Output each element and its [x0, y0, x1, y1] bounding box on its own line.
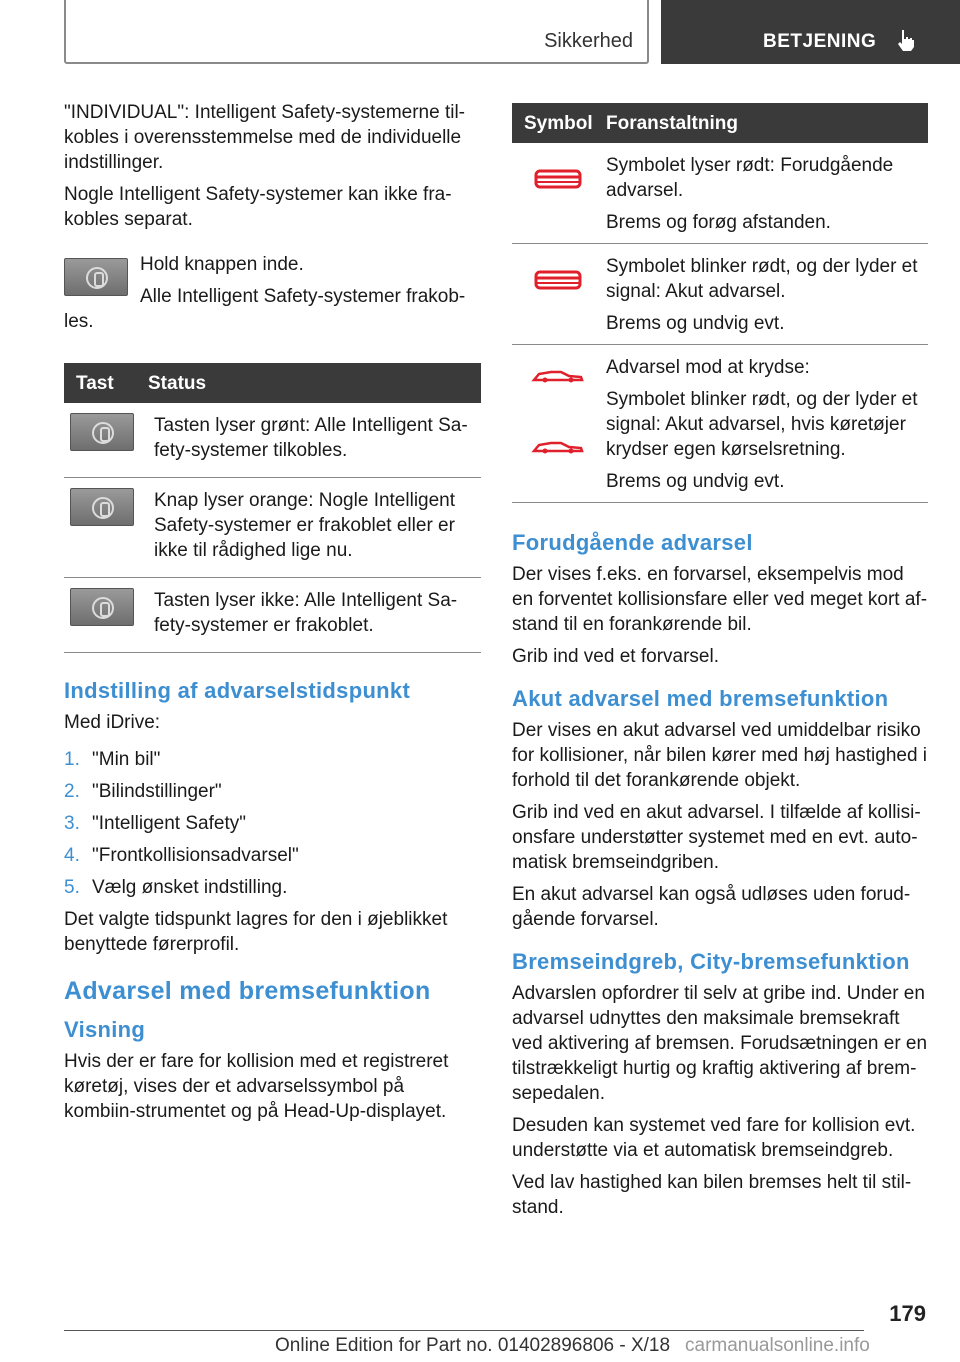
- hold-result: Alle Intelligent Safety-systemer frakob-les.: [64, 286, 466, 332]
- table-row: [64, 478, 481, 578]
- acute-warning-text: En akut advarsel kan også udløses uden forud-gående forvarsel.: [512, 884, 911, 930]
- status-text: Knap lyser orange: Nogle Intelligent Safety-systemer er frakoblet eller er ikke til rådighed lige nu.: [142, 478, 481, 578]
- right-column: [512, 103, 928, 1227]
- city-brake-text: Desuden kan systemet ved fare for kollision evt. understøtte via et automatisk bremseindgreb.: [512, 1115, 916, 1161]
- table-header-tast: Tast: [64, 363, 142, 403]
- pre-warning-text: Grib ind ved et forvarsel.: [512, 646, 719, 667]
- table-row: [64, 403, 481, 478]
- symbol-action-table: [512, 103, 928, 503]
- city-brake-text: Ved lav hastighed kan bilen bremses helt til stil-stand.: [512, 1172, 912, 1218]
- heading-main: Advarsel med bremsefunktion: [64, 977, 431, 1005]
- acute-warning-text: Der vises en akut advarsel ved umiddelbar risiko for kollisioner, når bilen kører med høj hastighed i forhold til det forankørende objekt.: [512, 720, 928, 791]
- intro-paragraph: "INDIVIDUAL": Intelligent Safety-systemerne til-kobles i overensstemmelse med de individuelle indstillinger.: [64, 102, 466, 173]
- action-text: Advarsel mod at krydse:: [606, 357, 810, 378]
- table-header-action: Foranstaltning: [606, 103, 928, 143]
- heading-acute-warning: Akut advarsel med bremsefunktion: [512, 686, 889, 711]
- list-item: 1. "Min bil": [64, 749, 161, 770]
- heading-pre-warning: Forudgående advarsel: [512, 530, 753, 555]
- edition-note: Online Edition for Part no. 01402896806 - X/18: [275, 1335, 671, 1356]
- idrive-intro: Med iDrive:: [64, 712, 161, 733]
- status-text: Tasten lyser ikke: Alle Intelligent Sa-fety-systemer er frakoblet.: [142, 578, 481, 653]
- section-title: Sikkerhed: [544, 30, 633, 52]
- action-text: Brems og forøg afstanden.: [606, 212, 831, 233]
- list-item: 3. "Intelligent Safety": [64, 813, 246, 834]
- saved-note: Det valgte tidspunkt lagres for den i øjeblikket benyttede førerprofil.: [64, 909, 448, 955]
- table-row: [64, 578, 481, 653]
- watermark: carmanualsonline.info: [685, 1335, 870, 1356]
- intelligent-safety-button-icon: [70, 588, 134, 626]
- action-text: Symbolet blinker rødt, og der lyder et signal: Akut advarsel.: [606, 256, 918, 302]
- heading-display: Visning: [64, 1017, 146, 1042]
- footer-divider: [64, 1330, 864, 1331]
- action-text: Symbolet blinker rødt, og der lyder et signal: Akut advarsel, hvis køretøjer krydser egen kørselsretning.: [606, 389, 918, 460]
- steps-list: [64, 747, 481, 900]
- list-item: 2. "Bilindstillinger": [64, 781, 222, 802]
- heading-city-brake: Bremseindgreb, City-bremsefunktion: [512, 949, 910, 974]
- action-text: Symbolet lyser rødt: Forudgående advarsel.: [606, 155, 894, 201]
- list-item: 5. Vælg ønsket indstilling.: [64, 877, 288, 898]
- left-column: [64, 100, 481, 1131]
- header-chapter-box: [661, 0, 960, 64]
- car-front-warning-icon: [533, 264, 583, 294]
- action-text: Brems og undvig evt.: [606, 313, 785, 334]
- hold-button-instruction: [64, 252, 481, 341]
- car-front-warning-icon: [533, 163, 583, 193]
- table-header-symbol: Symbol: [512, 103, 606, 143]
- crossing-car-warning-icon: [531, 365, 585, 385]
- chapter-title: BETJENING: [763, 31, 877, 52]
- intelligent-safety-button-icon: [70, 413, 134, 451]
- page-number: 179: [889, 1301, 926, 1326]
- intelligent-safety-button-icon: [70, 488, 134, 526]
- button-status-table: [64, 363, 481, 653]
- intelligent-safety-button-icon: [64, 258, 128, 296]
- acute-warning-text: Grib ind ved en akut advarsel. I tilfælde af kollisi-onsfare understøtter systemet med en evt. auto-matisk bremseindgriben.: [512, 802, 921, 873]
- table-row: [512, 143, 928, 244]
- table-header-status: Status: [142, 363, 481, 403]
- intro-paragraph-2: Nogle Intelligent Safety-systemer kan ikke fra-kobles separat.: [64, 184, 452, 230]
- hold-instruction: Hold knappen inde.: [140, 254, 304, 275]
- heading-timing: Indstilling af advarselstidspunkt: [64, 678, 411, 703]
- display-text: Hvis der er fare for kollision med et registreret køretøj, vises der et advarselssymbol på kombiin-strumentet og på Head-Up-displayet.: [64, 1051, 449, 1122]
- action-text: Brems og undvig evt.: [606, 471, 785, 492]
- header-section-box: [64, 0, 649, 64]
- list-item: 4. "Frontkollisionsadvarsel": [64, 845, 299, 866]
- city-brake-text: Advarslen opfordrer til selv at gribe ind. Under en advarsel udnyttes den maksimale bremsekraft ved aktivering af bremsen. Forudsætningen er en tilstrækkeligt hurtig og kraftig aktivering af brem-sepedalen.: [512, 983, 928, 1104]
- crossing-car-warning-icon: [531, 436, 585, 456]
- status-text: Tasten lyser grønt: Alle Intelligent Sa-fety-systemer tilkobles.: [142, 403, 481, 478]
- pre-warning-text: Der vises f.eks. en forvarsel, eksempelvis mod en forventet kollisionsfare eller ved meget kort af-stand til en forankørende bil.: [512, 564, 928, 635]
- table-row: [512, 244, 928, 345]
- table-row: [512, 345, 928, 503]
- hand-pointer-icon: [894, 28, 918, 52]
